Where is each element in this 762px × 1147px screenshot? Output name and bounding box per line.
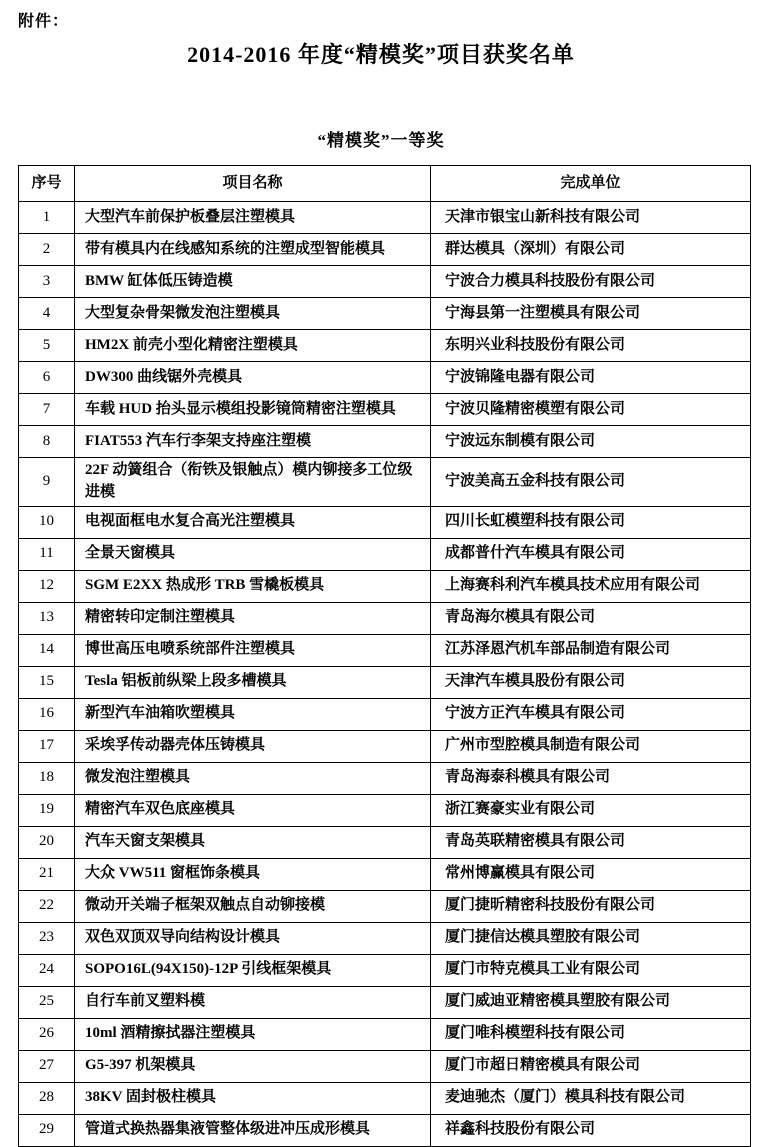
unit-name: 江苏泽恩汽机车部品制造有限公司 xyxy=(431,634,751,666)
row-number: 18 xyxy=(19,762,75,794)
project-name: 大型汽车前保护板叠层注塑模具 xyxy=(75,202,431,234)
project-name: 大型复杂骨架微发泡注塑模具 xyxy=(75,298,431,330)
unit-name: 上海赛科利汽车模具技术应用有限公司 xyxy=(431,570,751,602)
table-row xyxy=(19,794,751,826)
row-number: 28 xyxy=(19,1082,75,1114)
project-name: BMW 缸体低压铸造模 xyxy=(75,266,431,298)
attachment-label: 附件： xyxy=(18,13,70,30)
row-number: 15 xyxy=(19,666,75,698)
table-row xyxy=(19,330,751,362)
table-row xyxy=(19,954,751,986)
row-number: 29 xyxy=(19,1114,75,1146)
project-name: 双色双顶双导向结构设计模具 xyxy=(75,922,431,954)
table-row xyxy=(19,202,751,234)
project-name: 带有模具内在线感知系统的注塑成型智能模具 xyxy=(75,234,431,266)
table-row xyxy=(19,826,751,858)
row-number: 21 xyxy=(19,858,75,890)
row-number: 2 xyxy=(19,234,75,266)
unit-name: 青岛海尔模具有限公司 xyxy=(431,602,751,634)
row-number: 25 xyxy=(19,986,75,1018)
row-number: 8 xyxy=(19,426,75,458)
unit-name: 宁波贝隆精密模塑有限公司 xyxy=(431,394,751,426)
unit-name: 常州博赢模具有限公司 xyxy=(431,858,751,890)
table-row xyxy=(19,362,751,394)
table-row xyxy=(19,730,751,762)
table-row xyxy=(19,762,751,794)
table-row xyxy=(19,570,751,602)
project-name: SOPO16L(94X150)-12P 引线框架模具 xyxy=(75,954,431,986)
row-number: 1 xyxy=(19,202,75,234)
unit-name: 青岛英联精密模具有限公司 xyxy=(431,826,751,858)
project-name: 微发泡注塑模具 xyxy=(75,762,431,794)
row-number: 7 xyxy=(19,394,75,426)
project-name: DW300 曲线锯外壳模具 xyxy=(75,362,431,394)
unit-name: 厦门市超日精密模具有限公司 xyxy=(431,1050,751,1082)
column-header-project-name: 项目名称 xyxy=(75,166,431,202)
table-row xyxy=(19,602,751,634)
project-name: 管道式换热器集液管整体级进冲压成形模具 xyxy=(75,1114,431,1146)
row-number: 5 xyxy=(19,330,75,362)
unit-name: 厦门市特克模具工业有限公司 xyxy=(431,954,751,986)
row-number: 12 xyxy=(19,570,75,602)
row-number: 14 xyxy=(19,634,75,666)
row-number: 16 xyxy=(19,698,75,730)
row-number: 11 xyxy=(19,538,75,570)
table-row xyxy=(19,1082,751,1114)
column-header-number: 序号 xyxy=(19,166,75,202)
unit-name: 浙江赛豪实业有限公司 xyxy=(431,794,751,826)
project-name: 大众 VW511 窗框饰条模具 xyxy=(75,858,431,890)
unit-name: 厦门捷昕精密科技股份有限公司 xyxy=(431,890,751,922)
table-row xyxy=(19,538,751,570)
table-body xyxy=(19,202,751,1147)
row-number: 10 xyxy=(19,506,75,538)
table-row xyxy=(19,986,751,1018)
project-name: 精密转印定制注塑模具 xyxy=(75,602,431,634)
unit-name: 宁波美高五金科技有限公司 xyxy=(431,458,751,507)
project-name: 电视面框电水复合高光注塑模具 xyxy=(75,506,431,538)
project-name: 22F 动簧组合（衔铁及银触点）模内铆接多工位级进模 xyxy=(75,458,431,507)
project-name: 微动开关端子框架双触点自动铆接模 xyxy=(75,890,431,922)
table-row xyxy=(19,426,751,458)
unit-name: 青岛海泰科模具有限公司 xyxy=(431,762,751,794)
column-header-completing-unit: 完成单位 xyxy=(431,166,751,202)
row-number: 23 xyxy=(19,922,75,954)
unit-name: 宁波锦隆电器有限公司 xyxy=(431,362,751,394)
row-number: 17 xyxy=(19,730,75,762)
award-tier-subtitle: “精模奖”一等奖 xyxy=(317,131,445,150)
table-row xyxy=(19,1114,751,1146)
project-name: 自行车前叉塑料模 xyxy=(75,986,431,1018)
table-row xyxy=(19,666,751,698)
project-name: 车载 HUD 抬头显示模组投影镜筒精密注塑模具 xyxy=(75,394,431,426)
project-name: 汽车天窗支架模具 xyxy=(75,826,431,858)
row-number: 13 xyxy=(19,602,75,634)
table-row xyxy=(19,298,751,330)
row-number: 3 xyxy=(19,266,75,298)
project-name: FIAT553 汽车行李架支持座注塑模 xyxy=(75,426,431,458)
page-title: 2014-2016 年度“精模奖”项目获奖名单 xyxy=(187,42,575,67)
row-number: 27 xyxy=(19,1050,75,1082)
row-number: 26 xyxy=(19,1018,75,1050)
table-row xyxy=(19,266,751,298)
project-name: 精密汽车双色底座模具 xyxy=(75,794,431,826)
table-row xyxy=(19,1050,751,1082)
project-name: HM2X 前壳小型化精密注塑模具 xyxy=(75,330,431,362)
table-row xyxy=(19,234,751,266)
table-row xyxy=(19,890,751,922)
row-number: 19 xyxy=(19,794,75,826)
project-name: Tesla 铝板前纵梁上段多槽模具 xyxy=(75,666,431,698)
unit-name: 群达模具（深圳）有限公司 xyxy=(431,234,751,266)
row-number: 22 xyxy=(19,890,75,922)
awards-table xyxy=(18,165,751,1147)
row-number: 24 xyxy=(19,954,75,986)
row-number: 20 xyxy=(19,826,75,858)
unit-name: 宁波方正汽车模具有限公司 xyxy=(431,698,751,730)
project-name: 采埃孚传动器壳体压铸模具 xyxy=(75,730,431,762)
project-name: G5-397 机架模具 xyxy=(75,1050,431,1082)
project-name: 博世高压电喷系统部件注塑模具 xyxy=(75,634,431,666)
unit-name: 天津汽车模具股份有限公司 xyxy=(431,666,751,698)
unit-name: 天津市银宝山新科技有限公司 xyxy=(431,202,751,234)
table-row xyxy=(19,506,751,538)
unit-name: 广州市型腔模具制造有限公司 xyxy=(431,730,751,762)
unit-name: 东明兴业科技股份有限公司 xyxy=(431,330,751,362)
project-name: SGM E2XX 热成形 TRB 雪橇板模具 xyxy=(75,570,431,602)
table-row xyxy=(19,858,751,890)
project-name: 全景天窗模具 xyxy=(75,538,431,570)
unit-name: 宁海县第一注塑模具有限公司 xyxy=(431,298,751,330)
unit-name: 厦门捷信达模具塑胶有限公司 xyxy=(431,922,751,954)
table-header-row xyxy=(19,166,751,202)
table-row xyxy=(19,1018,751,1050)
row-number: 9 xyxy=(19,458,75,507)
row-number: 4 xyxy=(19,298,75,330)
table-row xyxy=(19,394,751,426)
project-name: 10ml 酒精擦拭器注塑模具 xyxy=(75,1018,431,1050)
unit-name: 宁波远东制模有限公司 xyxy=(431,426,751,458)
table-row xyxy=(19,698,751,730)
unit-name: 麦迪驰杰（厦门）模具科技有限公司 xyxy=(431,1082,751,1114)
unit-name: 厦门唯科模塑科技有限公司 xyxy=(431,1018,751,1050)
project-name: 38KV 固封极柱模具 xyxy=(75,1082,431,1114)
unit-name: 宁波合力模具科技股份有限公司 xyxy=(431,266,751,298)
unit-name: 祥鑫科技股份有限公司 xyxy=(431,1114,751,1146)
unit-name: 四川长虹模塑科技有限公司 xyxy=(431,506,751,538)
table-row xyxy=(19,458,751,507)
project-name: 新型汽车油箱吹塑模具 xyxy=(75,698,431,730)
table-row xyxy=(19,922,751,954)
unit-name: 成都普什汽车模具有限公司 xyxy=(431,538,751,570)
row-number: 6 xyxy=(19,362,75,394)
unit-name: 厦门威迪亚精密模具塑胶有限公司 xyxy=(431,986,751,1018)
table-row xyxy=(19,634,751,666)
